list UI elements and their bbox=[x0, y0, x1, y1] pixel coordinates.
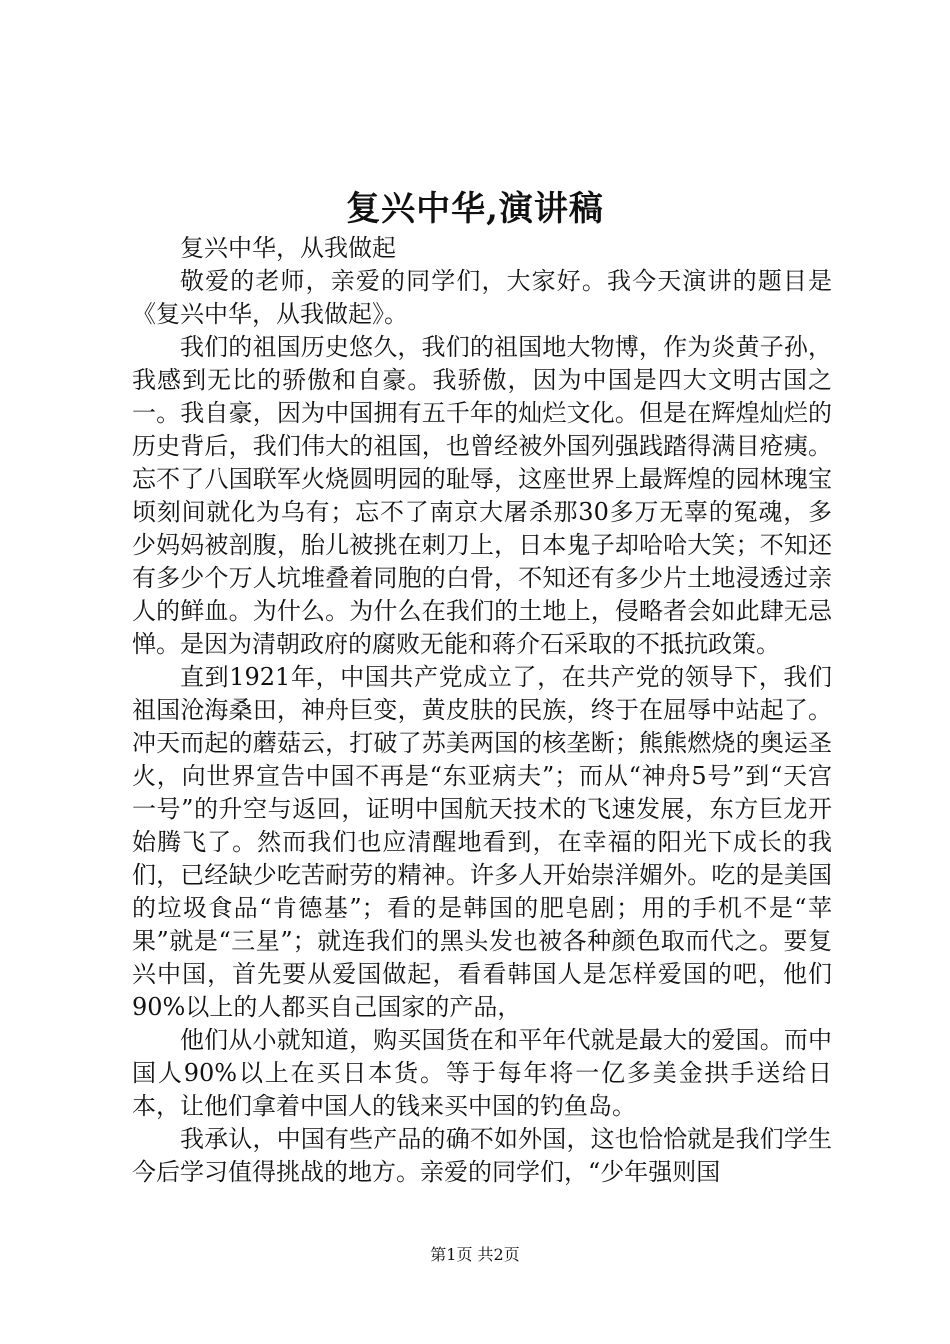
paragraph-patriotism: 他们从小就知道，购买国货在和平年代就是最大的爱国。而中国人90%以上在买日本货。等于每年将一亿多美金拱手送给日本，让他们拿着中国人的钱来买中国的钓鱼岛。 bbox=[132, 1026, 832, 1120]
paragraph-subtitle: 复兴中华，从我做起 bbox=[180, 234, 396, 262]
paragraph-challenge: 我承认，中国有些产品的确不如外国，这也恰恰就是我们学生今后学习值得挑战的地方。亲爱的同学们，“少年强则国 bbox=[132, 1125, 832, 1186]
paragraph-greeting: 敬爱的老师，亲爱的同学们，大家好。我今天演讲的题目是《复兴中华，从我做起》。 bbox=[132, 267, 832, 328]
page-footer: 第1页 共2页 bbox=[430, 1245, 520, 1264]
document-title: 复兴中华,演讲稿 bbox=[346, 189, 604, 229]
document-body bbox=[132, 232, 832, 1189]
paragraph-rise: 直到1921年，中国共产党成立了，在共产党的领导下，我们祖国沧海桑田，神舟巨变，黄皮肤的民族，终于在屈辱中站起了。冲天而起的蘑菇云，打破了苏美两国的核垄断；熊熊燃烧的奥运圣火，向世界宣告中国不再是“东亚病夫”；而从“神舟5号”到“天宫一号”的升空与返回，证明中国航天技术的飞速发展，东方巨龙开始腾飞了。然而我们也应清醒地看到，在幸福的阳光下成长的我们，已经缺少吃苦耐劳的精神。许多人开始崇洋媚外。吃的是美国的垃圾食品“肯德基”；看的是韩国的肥皂剧；用的手机不是“苹果”就是“三星”；就连我们的黑头发也被各种颜色取而代之。要复兴中国，首先要从爱国做起，看看韩国人是怎样爱国的吧，他们90%以上的人都买自己国家的产品， bbox=[132, 663, 832, 1021]
paragraph-history: 我们的祖国历史悠久，我们的祖国地大物博，作为炎黄子孙，我感到无比的骄傲和自豪。我骄傲，因为中国是四大文明古国之一。我自豪，因为中国拥有五千年的灿烂文化。但是在辉煌灿烂的历史背后，我们伟大的祖国，也曾经被外国列强践踏得满目疮痍。忘不了八国联军火烧圆明园的耻辱，这座世界上最辉煌的园林瑰宝顷刻间就化为乌有；忘不了南京大屠杀那30多万无辜的冤魂，多少妈妈被剖腹，胎儿被挑在刺刀上，日本鬼子却哈哈大笑；不知还有多少个万人坑堆叠着同胞的白骨，不知还有多少片土地浸透过亲人的鲜血。为什么。为什么在我们的土地上，侵略者会如此肆无忌惮。是因为清朝政府的腐败无能和蒋介石采取的不抵抗政策。 bbox=[132, 333, 832, 658]
